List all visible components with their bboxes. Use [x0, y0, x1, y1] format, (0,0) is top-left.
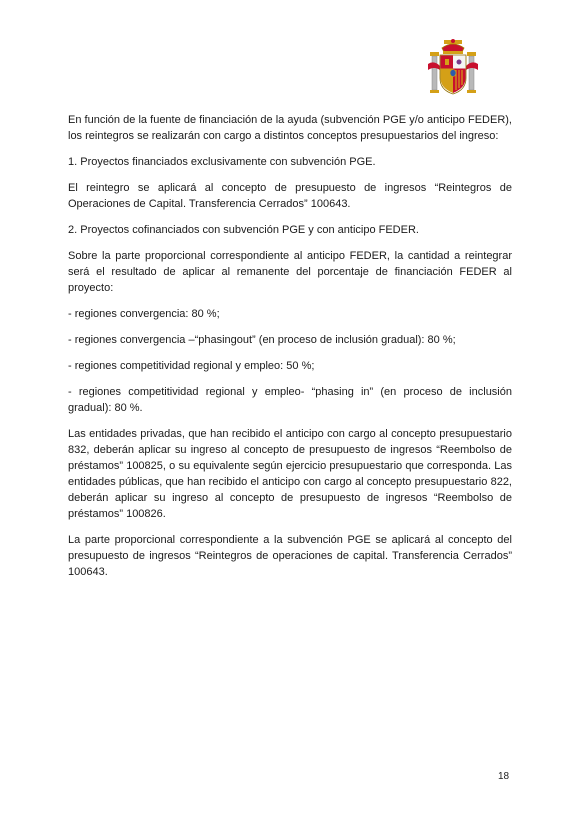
list-item-competitividad: - regiones competitividad regional y empleo: 50 %;: [68, 360, 315, 372]
list-item-convergencia: - regiones convergencia: 80 %;: [68, 308, 220, 320]
list-item-phasing-in: - regiones competitividad regional y empleo- “phasing in” (en proceso de inclusión gradual): 80 %.: [68, 386, 512, 414]
paragraph-intro: En función de la fuente de financiación de la ayuda (subvención PGE y/o anticipo FEDER), los reintegros se realizarán con cargo a distintos conceptos presupuestarios del ingreso:: [68, 114, 512, 142]
document-body: [68, 112, 512, 590]
spain-coat-of-arms-icon: [426, 38, 480, 98]
paragraph-section-2: Sobre la parte proporcional correspondiente al anticipo FEDER, la cantidad a reintegrar será el resultado de aplicar al remanente del porcentaje de financiación FEDER al proyecto:: [68, 250, 512, 294]
heading-section-1: 1. Proyectos financiados exclusivamente con subvención PGE.: [68, 156, 376, 168]
page-number: 18: [498, 771, 510, 782]
paragraph-entidades: Las entidades privadas, que han recibido el anticipo con cargo al concepto presupuestario 832, deberán aplicar su ingreso al concepto de presupuesto de ingresos “Reembolso de préstamos” 100825, o su equivalente según ejercicio presupuestario que corresponda. Las entidades públicas, que han recibido el anticipo con cargo al concepto presupuestario 822, deberán aplicar su ingreso al concepto de presupuesto de ingresos “Reembolso de préstamos” 100826.: [68, 428, 512, 520]
paragraph-section-1: El reintegro se aplicará al concepto de presupuesto de ingresos “Reintegros de Operaciones de Capital. Transferencia Cerrados” 100643.: [68, 182, 512, 210]
paragraph-parte-pge: La parte proporcional correspondiente a la subvención PGE se aplicará al concepto del presupuesto de ingresos “Reintegros de operaciones de capital. Transferencia Cerrados” 100643.: [68, 534, 512, 578]
list-item-phasingout: - regiones convergencia –“phasingout” (en proceso de inclusión gradual): 80 %;: [68, 334, 456, 346]
heading-section-2: 2. Proyectos cofinanciados con subvención PGE y con anticipo FEDER.: [68, 224, 419, 236]
